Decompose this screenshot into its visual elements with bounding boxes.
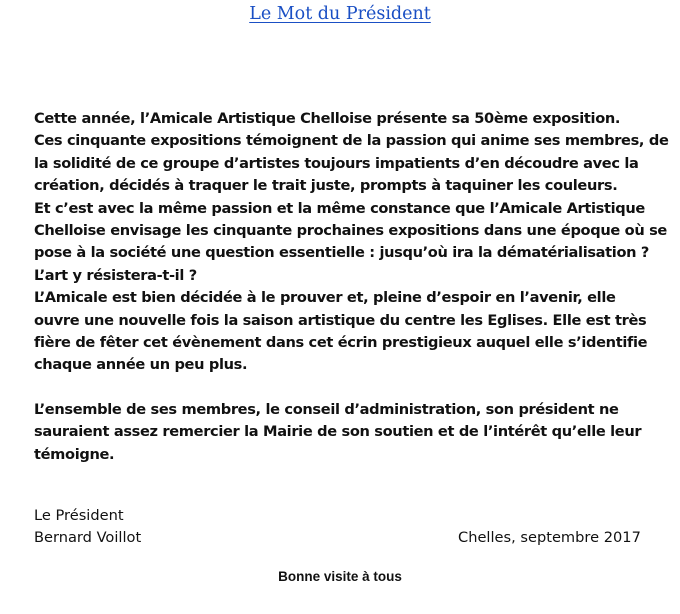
text-line: création, décidés à traquer le trait juste, prompts à taquiner les couleurs.	[34, 177, 618, 195]
text-line: L’Amicale est bien décidée à le prouver et, pleine d’espoir en l’avenir, elle	[34, 289, 616, 307]
paragraph-1	[34, 108, 669, 377]
paragraph-2	[34, 399, 664, 466]
text-line: Ces cinquante expositions témoignent de la passion qui anime ses membres, de	[34, 132, 669, 150]
text-line: Chelloise envisage les cinquante prochaines expositions dans une époque où se	[34, 221, 667, 239]
letter-body	[34, 108, 669, 466]
signature-role: Le Président	[34, 507, 124, 524]
paragraph-spacer	[34, 377, 664, 399]
text-line: Et c’est avec la même passion et la même constance que l’Amicale Artistique	[34, 199, 645, 217]
text-line: ouvre une nouvelle fois la saison artistique du centre les Eglises. Elle est très	[34, 311, 647, 329]
text-line: sauraient assez remercier la Mairie de son soutien et de l’intérêt qu’elle leur	[34, 423, 642, 441]
footer-greeting: Bonne visite à tous	[278, 569, 402, 584]
text-line: fière de fêter cet évènement dans cet écrin prestigieux auquel elle s’identifie	[34, 333, 648, 351]
signature-block	[34, 505, 141, 549]
place-date: Chelles, septembre 2017	[458, 529, 641, 546]
text-line: Cette année, l’Amicale Artistique Chelloise présente sa 50ème exposition.	[34, 110, 621, 127]
text-line: pose à la société une question essentielle : jusqu’où ira la dématérialisation ?	[34, 244, 650, 262]
text-line: témoigne.	[34, 445, 115, 463]
signature-name: Bernard Voillot	[34, 529, 142, 546]
text-line: L’ensemble de ses membres, le conseil d’administration, son président ne	[34, 401, 619, 419]
page-title: Le Mot du Président	[249, 4, 431, 24]
text-line: la solidité de ce groupe d’artistes toujours impatients d’en découdre avec la	[34, 154, 639, 172]
text-line: chaque année un peu plus.	[34, 356, 248, 374]
text-line: L’art y résistera-t-il ?	[34, 266, 197, 284]
